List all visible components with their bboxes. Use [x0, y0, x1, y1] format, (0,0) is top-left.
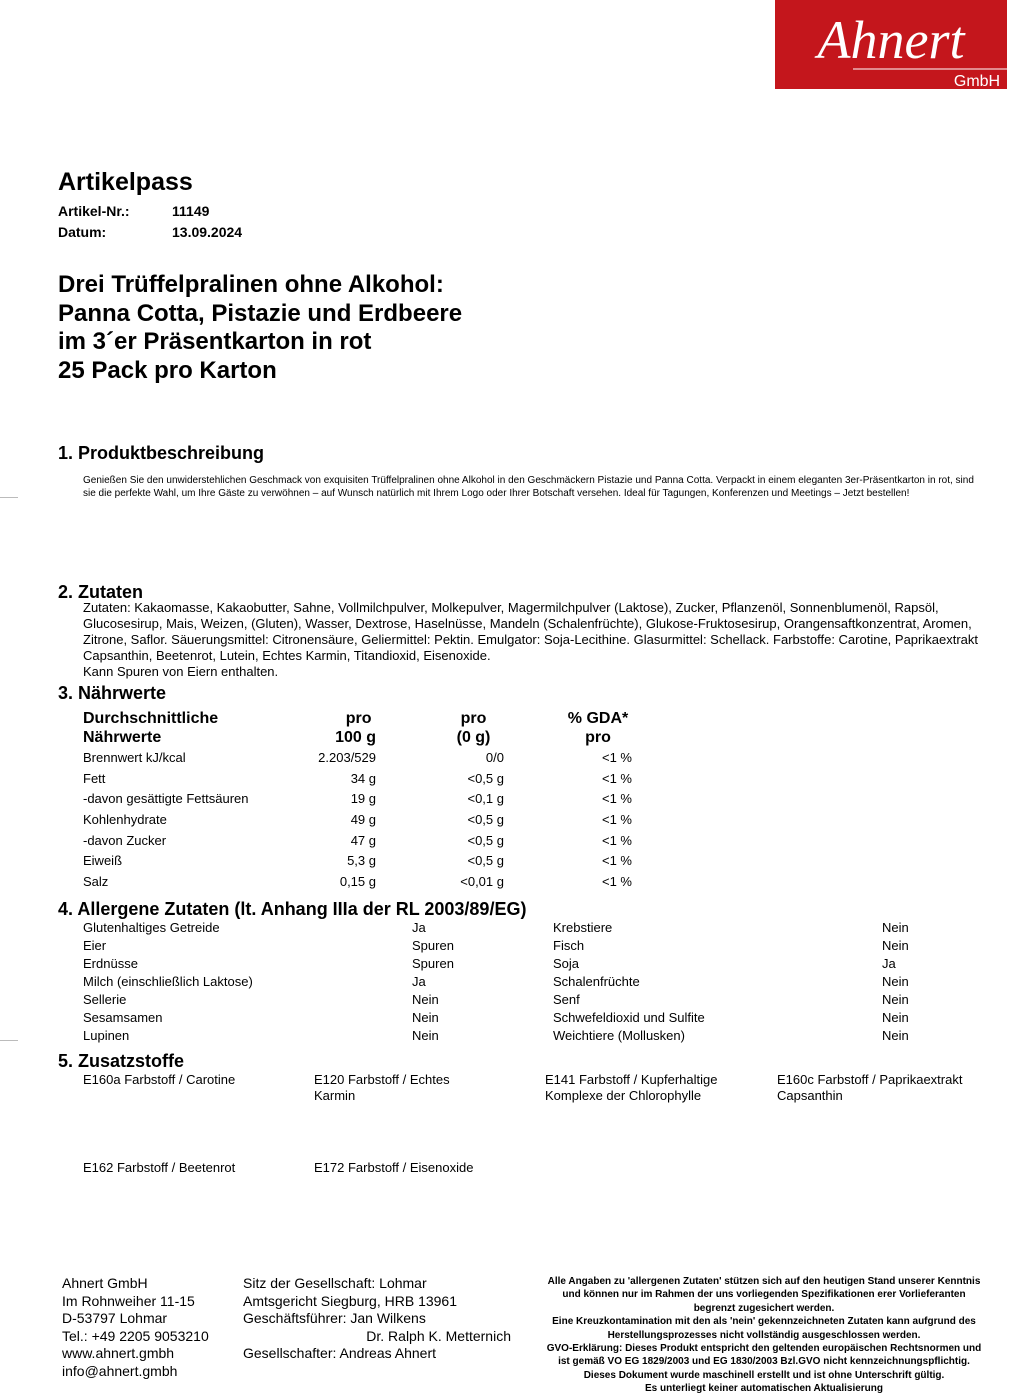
allergen-name: Glutenhaltiges Getreide [83, 920, 220, 935]
nutrient-per0: <0,5 g [467, 812, 504, 827]
footer-legal-ceo2: Dr. Ralph K. Metternich [366, 1327, 511, 1344]
footer-legal-ceo: Geschäftsführer: Jan Wilkens [243, 1310, 426, 1326]
nutrient-per100: 2.203/529 [318, 750, 376, 765]
nutrient-name: Brennwert kJ/kcal [83, 750, 186, 765]
nutrient-name: Salz [83, 874, 109, 889]
additive-item: E172 Farbstoff / Eisenoxide [314, 1160, 474, 1175]
disclaimer-line: Herstellungsprozesses nicht vollständig ausgeschlossen werden. [607, 1329, 921, 1341]
ingredients [83, 600, 988, 680]
ingredients-text: Zutaten: Kakaomasse, Kakaobutter, Sahne, Vollmilchpulver, Molkepulver, Magermilchpulver (Laktose), Zucker, Pflanzenöl, Sonnenblumenöl, Rapsöl, Glucosesirup, Mais, Weizen, (Gluten), Wasser, Dextrose, Haselnüsse, Mandeln (Schalenfrüchte), Glukose-Fruktosesirup, Orangensaftkonzentrat, Aromen, Zitrone, Saflor. Säuerungsmittel: Citronensäure, Geliermittel: Pektin. Emulgator: Soja-Lecithine. Glasurmittel: Schellack. Farbstoffe: Carotine, Paprikaextrakt Capsanthin, Beetenrot, Lutein, Echtes Karmin, Titandioxid, Eisenoxide. [83, 600, 978, 663]
disclaimer-line: begrenzt zugesichert werden. [693, 1302, 835, 1314]
nutrient-name: -davon Zucker [83, 833, 167, 848]
section-heading-allergens: 4. Allergene Zutaten (lt. Anhang IIIa der RL 2003/89/EG) [58, 899, 527, 919]
section-heading-ingredients: 2. Zutaten [58, 582, 144, 602]
margin-mark [0, 497, 18, 498]
allergen-name: Eier [83, 938, 107, 953]
allergen-name: Soja [553, 956, 580, 971]
disclaimer-line: Eine Kreuzkontamination mit den als 'nein' gekennzeichneten Zutaten kann aufgrund des [552, 1316, 976, 1328]
allergen-name: Fisch [553, 938, 585, 953]
nutrient-gda: <1 % [602, 833, 632, 848]
nutrient-per100: 5,3 g [347, 853, 376, 868]
section-heading-additives: 5. Zusatzstoffe [58, 1051, 185, 1071]
disclaimer-line: und können nur im Rahmen der uns vorliegenden Spezifikationen erer Vorlieferanten [562, 1289, 966, 1301]
allergen-name: Schwefeldioxid und Sulfite [553, 1010, 705, 1025]
disclaimer-line: ist gemäß VO EG 1829/2003 und EG 1830/2003 Bzl.GVO nicht kennzeichnungspflichtig. [558, 1356, 970, 1368]
allergen-value: Nein [882, 992, 909, 1007]
allergen-value: Nein [882, 974, 909, 989]
product-title [58, 271, 462, 385]
document-title: Artikelpass [58, 168, 193, 196]
disclaimer-line: GVO-Erklärung: Dieses Produkt entspricht den geltenden europäischen Rechtsnormen und [546, 1343, 982, 1355]
header-text: pro [460, 710, 487, 727]
article-number-label: Artikel-Nr.: [58, 203, 130, 219]
article-number-value: 11149 [172, 203, 210, 219]
footer-email-link[interactable]: info@ahnert.gmbh [62, 1362, 178, 1379]
header-text: pro [345, 710, 372, 727]
allergen-value: Ja [412, 974, 426, 989]
allergen-value: Nein [412, 992, 439, 1007]
nutrient-name: Fett [83, 771, 106, 786]
footer-website-link[interactable]: www.ahnert.gmbh [62, 1345, 175, 1361]
additive-item: E120 Farbstoff / Echtes Karmin [314, 1072, 450, 1103]
header-text: Durchschnittliche [83, 710, 219, 727]
allergen-name: Sellerie [83, 992, 127, 1007]
nutrition-header-per0 [443, 709, 504, 747]
allergen-name: Sesamsamen [83, 1010, 163, 1025]
allergen-name: Weichtiere (Mollusken) [553, 1028, 685, 1043]
allergen-value: Nein [882, 1010, 909, 1025]
nutrient-per0: <0,1 g [467, 791, 504, 806]
ingredients-note: Kann Spuren von Eiern enthalten. [83, 664, 279, 679]
allergen-name: Schalenfrüchte [553, 974, 640, 989]
header-text: Nährwerte [83, 729, 162, 746]
footer-address-city: D-53797 Lohmar [62, 1310, 168, 1326]
allergen-name: Milch (einschließlich Laktose) [83, 974, 253, 989]
header-text: pro [585, 729, 611, 746]
additive-item: E162 Farbstoff / Beetenrot [83, 1160, 236, 1175]
nutrient-gda: <1 % [602, 791, 632, 806]
nutrient-gda: <1 % [602, 874, 632, 889]
footer-legal-court: Amtsgericht Siegburg, HRB 13961 [243, 1292, 457, 1309]
allergen-name: Lupinen [83, 1028, 130, 1043]
nutrition-header-name [83, 709, 218, 747]
allergen-value: Spuren [412, 956, 454, 971]
company-logo [775, 0, 1007, 89]
nutrient-name: Eiweiß [83, 853, 123, 868]
logo-brand-text: Ahnert [817, 10, 965, 70]
allergen-value: Ja [882, 956, 896, 971]
allergen-value: Nein [882, 1028, 909, 1043]
allergen-value: Nein [412, 1010, 439, 1025]
allergen-name: Senf [553, 992, 580, 1007]
nutrition-header-gda [553, 709, 643, 747]
footer-address-street: Im Rohnweiher 11-15 [62, 1292, 195, 1309]
footer-company [62, 1275, 209, 1380]
allergen-value: Nein [882, 920, 909, 935]
disclaimer-line: Dieses Dokument wurde maschinell erstellt und ist ohne Unterschrift gültig. [583, 1369, 945, 1381]
footer-legal [243, 1275, 511, 1363]
footer-disclaimer [520, 1275, 1008, 1396]
nutrient-name: Kohlenhydrate [83, 812, 167, 827]
allergen-value: Nein [882, 938, 909, 953]
nutrient-per100: 34 g [350, 771, 376, 786]
header-text: 100 g [335, 729, 376, 746]
additive-item: E160c Farbstoff / Paprikaextrakt Capsanthin [777, 1072, 963, 1103]
section-heading-nutrition: 3. Nährwerte [58, 683, 167, 703]
date-value: 13.09.2024 [172, 224, 243, 240]
logo-suffix-text: GmbH [953, 73, 1001, 89]
additive-item: E141 Farbstoff / Kupferhaltige Komplexe der Chlorophylle [545, 1072, 718, 1103]
nutrient-per100: 19 g [350, 791, 376, 806]
nutrient-gda: <1 % [602, 771, 632, 786]
section-heading-description: 1. Produktbeschreibung [58, 443, 265, 463]
nutrient-per0: <0,5 g [467, 833, 504, 848]
allergen-value: Ja [412, 920, 426, 935]
nutrient-gda: <1 % [602, 812, 632, 827]
nutrient-gda: <1 % [602, 750, 632, 765]
nutrient-per0: <0,5 g [467, 853, 504, 868]
allergen-name: Krebstiere [553, 920, 613, 935]
allergen-name: Erdnüsse [83, 956, 138, 971]
footer-company-name: Ahnert GmbH [62, 1275, 148, 1291]
product-title-line: Panna Cotta, Pistazie und Erdbeere [58, 299, 463, 327]
nutrient-per0: <0,5 g [467, 771, 504, 786]
allergen-value: Nein [412, 1028, 439, 1043]
footer-legal-seat: Sitz der Gesellschaft: Lohmar [243, 1275, 427, 1291]
nutrient-per100: 49 g [350, 812, 376, 827]
date-label: Datum: [58, 224, 107, 240]
nutrient-gda: <1 % [602, 853, 632, 868]
disclaimer-line: Es unterliegt keiner automatischen Aktualisierung [644, 1383, 884, 1395]
product-title-line: 25 Pack pro Karton [58, 356, 277, 384]
product-title-line: Drei Trüffelpralinen ohne Alkohol: [58, 271, 444, 298]
additive-item: E160a Farbstoff / Carotine [83, 1072, 236, 1087]
nutrition-header-per100 [283, 709, 376, 747]
nutrient-per100: 0,15 g [339, 874, 376, 889]
footer-phone: Tel.: +49 2205 9053210 [62, 1327, 209, 1344]
header-text: (0 g) [456, 729, 491, 746]
nutrient-per100: 47 g [350, 833, 376, 848]
header-text: % GDA* [567, 710, 629, 727]
margin-mark [0, 1040, 18, 1041]
allergen-value: Spuren [412, 938, 454, 953]
footer-legal-shareholder: Gesellschafter: Andreas Ahnert [243, 1345, 436, 1361]
nutrient-per0: 0/0 [485, 750, 504, 765]
nutrient-per0: <0,01 g [460, 874, 504, 889]
nutrient-name: -davon gesättigte Fettsäuren [83, 791, 249, 806]
product-description: Genießen Sie den unwiderstehlichen Geschmack von exquisiten Trüffelpralinen ohne Alkohol in den Geschmäckern Pistazie und Panna Cotta. Verpackt in einem eleganten 3er-Präsentkarton in rot, sind sie die perfekte Wahl, um Ihre Gäste zu verwöhnen – auf Wunsch natürlich mit Ihrem Logo oder Ihrer Botschaft versehen. Ideal für Tagungen, Konferenzen und Meetings – Jetzt bestellen! [83, 475, 974, 499]
disclaimer-line: Alle Angaben zu 'allergenen Zutaten' stützen sich auf den heutigen Stand unserer Kenntnis [547, 1276, 981, 1287]
product-title-line: im 3´er Präsentkarton in rot [58, 328, 372, 355]
